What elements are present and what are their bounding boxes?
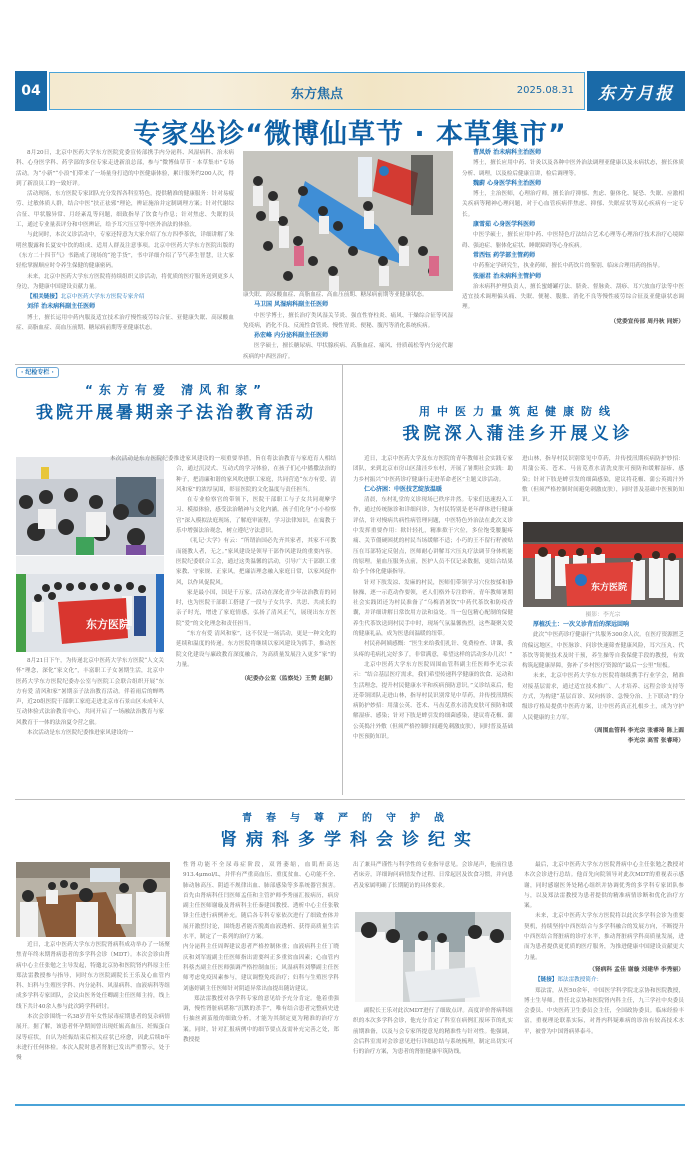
article2-paragraph: 8月21日下午，为传递北京中医药大学东方医院“人文关怀”理念，深化“家文化”，丰富职工子女暑期生活，北京中医药大学东方医院纪委办公室与医院工会联合组织开展“东方有爱 清风和家”暑期亲子法治教育活动。伴着雨后的蝉鸣声，近20组医院干部职工家庭走进北京市石景山区未成年人互动体验式法治教育中心，共同开启了一场融法治教育与家风教育于一体的法治夏令营之旅。 [16,658,164,726]
expert-desc: 博士，主治医师，心理治疗师，擅长治疗抑郁、焦虑、躯体化、疑恐、失眠、应激相关疾病等精神心理问题，对于心血管疾病伴焦虑、抑郁、失眠症状等双心疾病有一定专长。 [462,191,684,218]
section-band [49,72,585,110]
article2-col2 [110,454,336,685]
article4-col2 [183,860,339,1045]
expert-desc: 中医学硕士，擅长应用中药、中医特色疗法结合艺术心理等心理治疗技术治疗心境障碍、强迫症、躯体化症状、睡眠障碍等心身疾病。 [462,232,684,249]
column-tag-text: · 纪检专栏 · [21,369,54,376]
article3-paragraph: 北京中医药大学东方医院周围血管科副主任医师李光宗表示：“结合基层医疗需求，我们希望传递科学健康的饮食、运动和生活理念，提升村民健康水平和疾病预防意识。”义诊结束后，他还带领团队走进山林，指导村民识别常见中草药，并传授汛期疾病防护妙招：用蒲公英、苍术、马齿苋煮水清洗皮肤可预防和缓解湿疹、感染；针对下肢是蜱引发的细菌感染，建议将花椒、蒲公英捣汁外敷（但须严格控制时间避免刺激皮肤），同时普及基础中医预防知识。 [353,661,513,741]
paper-name: 东方月报 [598,83,674,104]
issue-date: 2025.08.31 [516,85,574,96]
article2-title: 我院开展暑期亲子法治教育活动 [36,403,316,423]
related-link-bracket: 【相关链接】 [27,294,61,301]
article1-paragraph: 8月20日，北京中医药大学东方医院党委宣传部携手内分泌科、风湿病科、治未病科、心身医学科、药学部的多位专家走进新浪总部，参与“微博仙草节 · 本草集市”专场活动。为“小新”“小浪”们带来了一场量身打造的中医健康体验，累计服务约200人次，得到了新浪员工的一致好评。 [16,150,234,187]
expert-desc: 医学硕士，擅长糖尿病、甲状腺疾病、高脂血症、痛风、骨质疏松等内分泌代谢疾病的中西医治疗。 [243,343,453,360]
article1-col1 [16,148,234,332]
expert-name: 马卫国 风湿病科副主任医师 [254,301,329,309]
article2-paragraph: “东方有爱 清风和家”，这不仅是一场活动，更是一种文化的延续和温度的传递。东方医院将继续以家风建设为抓手，推动医院文化建设与廉政教育深度融合，为高质量发展注入更多“家”的力量。 [176,631,336,668]
expert-name: 孙宏峰 内分泌科副主任医师 [254,332,329,340]
article2-paragraph: 在专业检察官的带领下，医院干部职工与子女共同观摩学习、模拟体验，感受法治精神与文化内涵。孩子们化身“小小检察官”深入模拟法庭现场，了解庭审流程，学习法律知识，在寓教于乐中增强法治观念，树立遵纪守法意识。 [176,497,336,535]
article4-paragraph: 近日，北京中医药大学东方医院肾病科成功举办了一场聚焦青年终末期肾病患者的多学科会诊（MDT）。本次会诊由肾病中心主任张勉之主导发起，特邀北京协和医院肾内科原主任郑法雷教授参与指导，同时东方医院副院长王乐及心血管内科、妇科与生殖医学科、内分泌科、风湿病科、血液病科等组成多学科专家团队，会议由医务处任卿副主任医师主持，线上线下共计40余人参与此次跨学科研讨。 [16,942,170,1010]
masthead [15,71,685,111]
article3-subhead: 厚植沃土：一次义诊背后的深远回响 [533,621,630,628]
photo-mdt-meeting [16,862,170,937]
divider-horizontal [15,799,685,800]
bio-paragraph: 郑法雷，从医50余年，中国医学科学院北京协和医院教授，博士生导师。曾任北京协和医院肾内科主任，九三学社中央委员会委员、中央医药卫生委员会主任，全国政协委员。临床经验丰富，重视理论联系实际，对肾内科疑难病的诊治有较高技术水平，被誉为中国肾病界泰斗。 [524,987,684,1035]
article4-col4 [524,860,684,1037]
bio-link[interactable] [524,975,684,985]
article3-paragraph: 此次“中医药诊疗健康行”共服务300余人次。在医疗资源匮乏的偏远地区，中医脉诊、问诊快速筛查健康风险，耳穴压丸、代茶饮等简便技术及时干预，养生操等自我保健手段的教授，有效构筑起健康屏障，弥补了乡村医疗资源的“最后一公里”短板。 [522,632,684,670]
related-link[interactable] [16,292,234,302]
expert-name: 魏蔚 心身医学科主治医师 [473,179,542,187]
expert-desc: 博士，擅长运用中药内服及适宜技术治疗慢性疲劳综合征、亚健康失眠、高尿酸血症、高脂血症、高血压前期、糖尿病前期等亚健康状态。 [16,314,234,332]
article3-title: 我院深入蒲洼乡开展义诊 [402,424,634,444]
article3-paragraph-continued: 进山林，指导村民识别常见中草药，并传授汛期疾病防护妙招：用蒲公英、苍术、马齿苋煮水清洗皮肤可预防和缓解湿疹、感染；针对下肢是蜱引发的细菌感染，建议将花椒、蒲公英捣汁外敷（但须严格控制时间避免刺激皮肤），同时普及基础中医预防知识。 [522,456,684,504]
photo-court-visit [16,457,164,555]
expert-name: 常西钰 药学部主管药师 [473,251,536,259]
article2-paragraph: 本次活动是东方医院纪委推进家风建设的一项重要举措，旨在将法治教育与家庭育人相结合，通过沉浸式、互动式的学习体验，在孩子们心中播撒法治的种子，把清廉和谐的家风吹进职工家庭，共同营造“东方有爱、清风和家”的浓厚氛围，彰显医院的文化温度与责任担当。 [110,456,336,493]
expert-name: 康雪茹 心身医学科医师 [473,221,536,229]
bio-link-bracket: 【链接】 [535,977,558,984]
article4-paragraph: 内分泌科主任周晖建议患者严格控制体重；血液病科主任丁晓庆和刘军霞副主任医师指出需要纠正多重贫血因素；心血管内科蔡杰副主任医师强调严格控制血压；风湿病科刘攀副主任医师考虑免疫因素参与，建议调整免疫治疗；妇科与生殖医学科刘惠婷副主任医师针对阴道异常出血提出随访建议。 [183,944,339,992]
photo-ward-round-graphic [355,912,511,1002]
article1-paragraph: 与此同时，本次义诊活动中，专家还特意为大家介绍了东方四季茶饮，详细讲解了朱明丝腹露和长夏安中饮的组成、适用人群及注意事项。北京中医药大学东方医院出版的《东方二十四节气》书籍成了现场的“抢手货”，书中详细介绍了节气养生智慧，让大家轻松掌握顺应时令养生保健的健康密码。 [16,232,234,270]
expert-desc: 博士，擅长应用中药、针灸以及各种中医外治法调理亚健康以及未病状态，擅长体质分析、调理，以及检后健康宣讲，检后调理等。 [462,160,684,177]
photo-ward-round [355,912,511,1002]
photo-herb-market-graphic [243,151,453,291]
photo-herb-market [243,151,453,291]
article4-paragraph: 最后，北京中医药大学东方医院肾病中心主任张勉之教授对本次会诊进行总结。他首先向院领导对此次MDT的重视表示感谢，同时感谢医务处精心组织并协调优秀的多学科专家团队参与，以及郑法雷教授为患者提供的精准病情诊断和优化治疗方案。 [524,862,684,910]
article4-paragraph-continued: 性肾功能不全尿毒症阶段，双肾萎缩，血肌酐高达913.4μmol/L，并伴有严重高血压、重度贫血、心功能不全、肺动脉高压、阴道不规律出血、肺部感染等多系统器官损害。首先由肾病科任闫医师孟佳和主管护师李秀丽汇报病历，病房副主任医师谢璇及肾病科主任秦建国教授、透析中心主任张敬锋主任进行病例补充。随后各专科专家依次进行了细致查体并展开激烈讨论，围绕患者能否脱离血液透析、获得高质量生活水平，制定了一系列的治疗方案。 [183,862,339,941]
article3-paragraph: 针对下肢发凉、发麻的村民，医师们带领学习穴位按揉和静脉操，逐一示范动作要领，老人们格外专注聆听。青年教师暑期社会实践团还为村民准备了“乌梅消暑饮”中药代茶饮和防疫香囊，并详细讲解日常饮用方法和益处。当一包包精心配制的保健养生代茶饮送到村民手中时，现场气氛温馨热烈，这些凝聚关爱的健康礼品，成为医患间温暖的纽带。 [353,579,513,638]
article3-paragraph: 清晨，东村礼堂的义诊现场已秩序井然。专家们迅速投入工作，通过传统脉诊和详细问诊，为村民特别是老年群体进行健康评估，针对慢病共病性病管理问题，中医特色外治法在此次义诊中发挥重要作用：揿针轻扎，精准揿于穴位，多位饱受腰腿疼痛、关节僵硬困扰的村民当场缓解不适；小巧的王不留行籽被贴压在耳部特定反射点，医师耐心讲解耳穴压丸疗法调节身体机能的原理。量血压服务点前，医护人员不仅记录数据，更结合结果给予个体化健康指导。 [353,497,513,576]
article4-paragraph-continued: 出了兼具严谨性与科学性的专业指导意见。会诊尾声，他前往患者床旁，详细询问病情发作过程、日常起居及饮食习惯，并向患者及家属明确了长期随访的具体要求。 [353,862,513,889]
photo-village-clinic-graphic [523,522,683,607]
divider-horizontal [15,364,685,365]
photo-village-clinic [523,522,683,607]
article4-paragraph: 副院长王乐对此次MDT进行了细致点评。高度评价肾病科组织的本次多学科会诊，他充分肯定了科室在病例汇报环节的扎实前期准备，以及与会专家所提意见的精准性与针对性。他强调，会后科室需对会诊意见进行详细总结与系统梳理，制定出切实可行的治疗方案，为患者的肾脏健康牢筑防线。 [353,1008,513,1056]
column-tag [16,367,59,378]
expert-name: 刘洋 治未病科副主任医师 [27,303,96,311]
article2-byline: （纪委办公室（监察处）王赞 赵颖） [241,676,336,683]
photo-court-visit-graphic [16,457,164,555]
article4-paragraph: 未来，北京中医药大学东方医院将以此次多学科会诊为重要契机，持续坚持中西医结合与多学科融合的发展方向，不断提升中西医结合肾脏病的诊疗水平，推动肾脏病学科高质量发展，进而为患者提供更优质的医疗服务，为推进健康中国建设贡献更大力量。 [524,913,684,961]
page-number: 04 [21,83,41,99]
bio-link-text[interactable]: 郑法雷教授简介： [557,977,603,984]
article1-col2 [243,290,453,362]
article4-paragraph: 郑法雷教授对各学科专家的意见给予充分肯定。他着重强调，慢性肾脏病堪称“沉默的杀手”，唯有结合患者完整病史进行抽丝剥茧般的细致分析，才能为其制定更为精准的治疗方案。同时，针对汇报病例中的细节要点及需补充完善之处，郑教授提 [183,995,339,1044]
article3-kicker: 用中医力量筑起健康防线 [419,405,617,418]
article3-col1 [353,454,513,741]
photo-family-group-graphic [16,556,164,652]
article3-paragraph: 近日，北京中医药大学及东方医院的青年教师社会实践专家团队，来到北京市房山区蒲洼乡东村，开展了暑期社会实践：助力乡村振兴“中医药诊疗健康行走进革命老区”主题义诊活动。 [353,456,513,483]
photo-family-group [16,556,164,652]
expert-name: 张丽君 治未病科主管护师 [473,272,542,280]
article3-subhead: 仁心济困：中医技艺绽放温暖 [364,485,443,493]
expert-name: 曹凤娇 治未病科主治医师 [473,149,542,156]
photo-mdt-meeting-graphic [16,862,170,937]
article2-paragraph: 《礼记·大学》有云：“所谓治国必先齐其家者，其家不可教而能教人者，无之。”家风建设是领导干部作风建设的重要内容。医院纪委联合工会，通过这类温馨的活动，引导广大干部职工重家教、守家规、正家风，把廉洁理念融入家庭日常，以家风促作风，以作风促院风。 [176,538,336,586]
banner-logo-text: 东方医院 [86,618,130,631]
expert-desc-continued: 康失眠、高尿酸血症、高脂血症、高血压前期、糖尿病前期等亚健康状态。 [243,292,428,298]
related-link-text[interactable]: 北京中医药大学东方医院专家介绍 [60,294,145,301]
article4-col1 [16,940,170,1064]
article2-paragraph: 本次活动是东方医院纪委推进家风建设的一 [27,730,134,737]
article3-paragraph: 村民孙阿姨感慨：“医生来给我们扎针、免费检查、讲课，我头疼的毛病扎完好多了，非常满意，希望这样的活动多办几次！” [353,641,513,658]
article2-kicker: “东方有爱 清风和家” [85,383,267,397]
article3-byline-1: （周围血管科 李光宗 张睿琦 陈上圆 [590,727,684,734]
article1-byline: （党委宣传部 周丹秋 同妍） [610,318,684,325]
expert-desc: 治未病科护理负责人，擅长蜜蜡罐疗法、脐灸、督脉灸、刮痧、耳穴放血疗法等中医适宜技术调理偏头痛、失眠、便秘、腹胀、消化不良等慢性疲劳综合征及亚健康状态调理。 [462,283,684,311]
article4-title: 肾病科多学科会诊纪实 [220,830,480,850]
article3-col2-bottom [522,620,684,747]
article4-col3 [353,860,513,891]
article2-paragraph: 家是最小国，国是千万家。活动在深化青少年法治教育的同时，也为医院干部职工搭建了一段与子女共学、共思、共成长的亲子时光，增进了家庭情感，弘扬了清风正气，展现出东方医院“爱”的文化理念和责任担当。 [176,589,336,627]
article4-paragraph: 本次会诊围绕一名38岁青年女性尿毒症期患者的复杂病情展开。据了解，该患者怀孕期间曾出现妊娠高血压、妊娠蛋白尿等症状，自认为妊娠结束后相关症状已痊愈，因此后续8年未进行任何体检。本次入院时患者肾脏已发出严重警示，处于慢 [16,1014,170,1062]
article1-col3 [462,148,684,327]
article4-col3-bottom [353,1006,513,1057]
section-title: 东方焦点 [290,87,343,102]
divider-vertical [342,365,343,795]
article4-kicker: 青春与尊严的守护战 [242,813,458,824]
bottom-rule [15,1104,685,1106]
article1-paragraph: 活动现场，东方医院专家团队充分发挥各科室特色，提供精准的健康服务：针对易疲劳、过敏体质人群，结合中医“扶正祛邪”理论，辨证施治并定制调理方案；针对代谢综合征、甲状腺异常、月经紊乱等问题，细致指导了饮食与作息；针对焦虑、失眠的员工，通过专业量表评分和中医辨证，给予耳穴压豆等中医外治法的体验。 [16,191,234,229]
expert-desc: 中医学博士，擅长治疗类风湿关节炎、强直性脊柱炎、痛风、干燥综合征等风湿免疫病，消化不良、反流性食管炎、慢性胃炎、便秘、腹泻等消化系统疾病。 [243,312,453,329]
page-number-box [15,71,47,111]
article1-title: 专家坐诊“微博仙草节 · 本草集市” [133,119,567,150]
paper-name-box [587,71,685,111]
expert-desc: 中药鉴定学研究生，执业药师，擅长中药饮片的鉴别、临床合理用药的指导。 [473,263,664,270]
article1-paragraph: 未来，北京中医药大学东方医院将持续组织义诊活动，将优质的医疗服务送到更多人身边，为健康中国建设贡献力量。 [16,273,234,290]
article3-paragraph: 未来，北京中医药大学东方医院将继续携手行业学会，精准对接基层需求，通过适宜技术推广、人才培养、远程会诊支持等方式，为构建“基层首诊、双向转诊、急慢分治、上下联动”的分级诊疗格局提供中医药方案，让中医药真正扎根乡土，成为守护人民健康的主力军。 [522,673,684,721]
photo-caption: 摄影：李光宗 [585,612,621,618]
article3-byline-2: 李光宗 高雪 张睿琦） [627,738,684,745]
article3-col2-top [522,454,684,505]
article4-byline: （肾病科 孟佳 谢璇 刘建华 李秀丽） [588,966,684,973]
article2-col1 [16,656,164,738]
banner-logo-text: 东方医院 [591,583,628,593]
